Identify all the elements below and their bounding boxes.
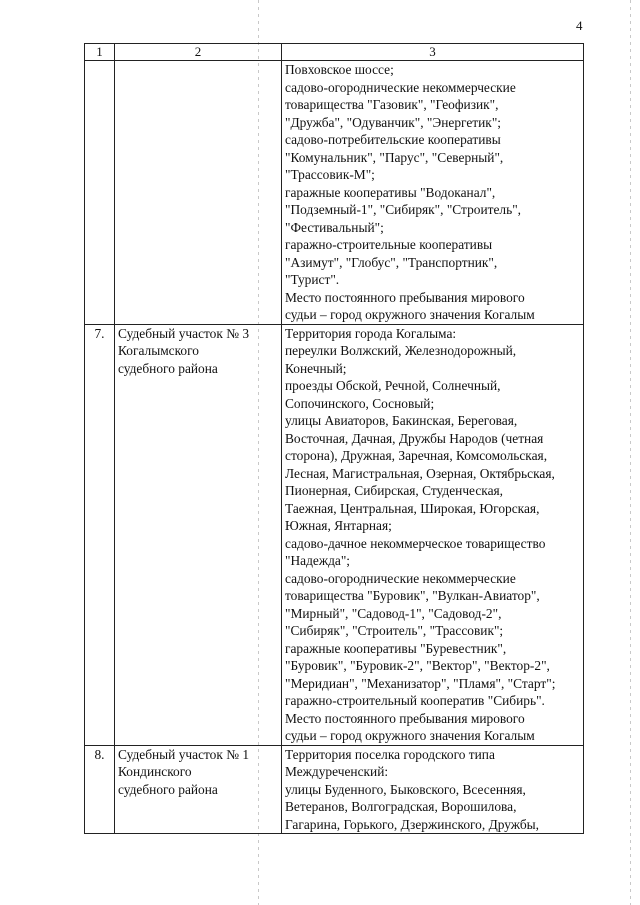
territory-line: Конечный;	[285, 360, 347, 376]
district-name-line: Кондинского	[118, 764, 192, 779]
territory-line: садово-дачное некоммерческое товарищество	[285, 535, 546, 551]
territory-line: "Турист".	[285, 272, 340, 287]
row-number: 7.	[85, 324, 115, 745]
territory-line: улицы Авиаторов, Бакинская, Береговая,	[285, 413, 518, 428]
row-number	[85, 61, 115, 325]
territory-line: гаражно-строительные кооперативы	[285, 237, 493, 252]
territory-line: гаражно-строительный кооператив "Сибирь".	[285, 693, 545, 708]
court-district-name	[115, 745, 282, 834]
district-name-line: Судебный участок № 1	[118, 746, 250, 762]
territory-line: "Сибиряк", "Строитель", "Трассовик";	[285, 623, 504, 638]
territory-line: "Трассовик-М";	[285, 167, 375, 182]
table-header-row	[85, 44, 584, 61]
territory-line: товарищества "Газовик", "Геофизик",	[285, 97, 499, 112]
row-number: 8.	[85, 745, 115, 834]
territory-description	[282, 324, 584, 745]
territory-description	[282, 745, 584, 834]
territory-line: "Комунальник", "Парус", "Северный",	[285, 149, 504, 165]
territory-line: товарищества "Буровик", "Вулкан-Авиатор",	[285, 588, 540, 603]
column-header-2: 2	[115, 44, 282, 61]
territory-line: улицы Буденного, Быковского, Всесенняя,	[285, 781, 526, 797]
territory-line: "Буровик", "Буровик-2", "Вектор", "Вектор-2",	[285, 658, 550, 673]
territory-line: судьи – город окружного значения Когалым	[285, 307, 535, 322]
territory-line: переулки Волжский, Железнодорожный,	[285, 343, 517, 358]
territory-line: сторона), Дружная, Заречная, Комсомольская,	[285, 448, 548, 463]
territory-line: гаражные кооперативы "Буревестник",	[285, 640, 507, 656]
territory-line: Южная, Янтарная;	[285, 518, 392, 533]
table-row	[85, 61, 584, 325]
territory-line: судьи – город окружного значения Когалым	[285, 728, 535, 743]
territory-line: "Азимут", "Глобус", "Транспортник",	[285, 254, 498, 270]
territory-line: Гагарина, Горького, Дзержинского, Дружбы,	[285, 816, 539, 832]
territory-line: Место постоянного пребывания мирового	[285, 710, 525, 726]
territory-line: Таежная, Центральная, Широкая, Югорская,	[285, 500, 540, 516]
district-name-line: Когалымского	[118, 343, 199, 358]
territory-line: Лесная, Магистральная, Озерная, Октябрьская,	[285, 465, 555, 481]
territory-description	[282, 61, 584, 325]
court-district-name	[115, 61, 282, 325]
territory-line: Сопочинского, Сосновый;	[285, 395, 435, 411]
district-name-line: судебного района	[118, 360, 218, 376]
column-header-3: 3	[282, 44, 584, 61]
district-name-line: Судебный участок № 3	[118, 325, 250, 341]
court-district-name	[115, 324, 282, 745]
table-row	[85, 745, 584, 834]
territory-line: Повховское шоссе;	[285, 62, 394, 77]
territory-line: проезды Обской, Речной, Солнечный,	[285, 378, 501, 393]
territory-line: садово-потребительские кооперативы	[285, 132, 501, 147]
court-districts-table	[84, 43, 584, 834]
territory-line: Пионерная, Сибирская, Студенческая,	[285, 483, 504, 498]
territory-line: "Мирный", "Садовод-1", "Садовод-2",	[285, 605, 502, 621]
table-body	[85, 61, 584, 834]
territory-line: садово-огороднические некоммерческие	[285, 79, 516, 95]
column-header-1: 1	[85, 44, 115, 61]
territory-line: гаражные кооперативы "Водоканал",	[285, 184, 496, 200]
territory-line: "Надежда";	[285, 553, 351, 568]
page-number: 4	[576, 18, 583, 33]
territory-line: Территория поселка городского типа	[285, 746, 495, 762]
territory-line: "Фестивальный";	[285, 219, 384, 235]
territory-line: "Подземный-1", "Сибиряк", "Строитель",	[285, 202, 522, 217]
territory-line: "Меридиан", "Механизатор", "Пламя", "Старт";	[285, 675, 556, 691]
territory-line: Территория города Когалыма:	[285, 325, 457, 341]
territory-line: "Дружба", "Одуванчик", "Энергетик";	[285, 114, 502, 130]
territory-line: садово-огороднические некоммерческие	[285, 570, 516, 586]
territory-line: Ветеранов, Волгоградская, Ворошилова,	[285, 799, 517, 814]
table-row	[85, 324, 584, 745]
territory-line: Междуреченский:	[285, 764, 389, 779]
territory-line: Восточная, Дачная, Дружбы Народов (четная	[285, 430, 544, 446]
scan-edge-line-right	[630, 0, 631, 905]
district-name-line: судебного района	[118, 781, 218, 797]
territory-line: Место постоянного пребывания мирового	[285, 289, 525, 305]
